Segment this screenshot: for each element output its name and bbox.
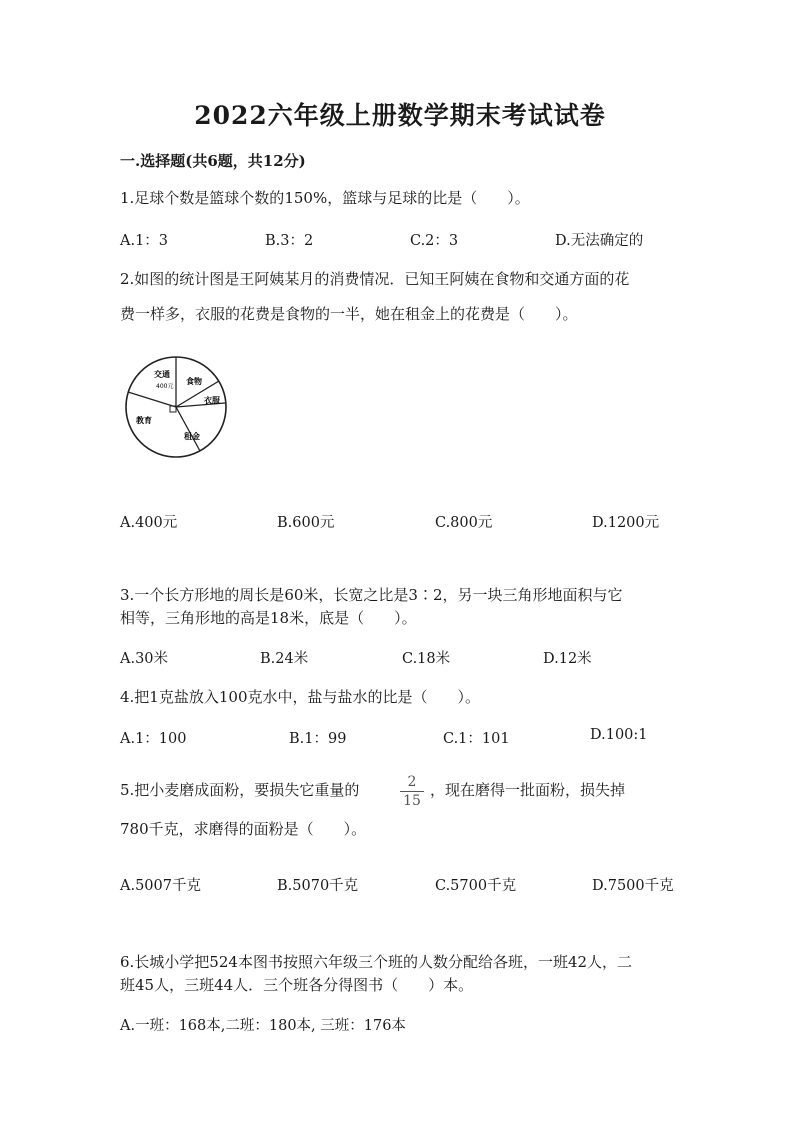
label-food: 食物	[186, 377, 202, 386]
question-5-line-2: 780千克，求磨得的面粉是（ ）。	[120, 820, 367, 838]
page-title: 2022六年级上册数学期末考试试卷	[194, 101, 606, 130]
fraction-denominator: 15	[403, 793, 421, 809]
q2-option-b: B.600元	[277, 515, 335, 531]
q2-option-a: A.400元	[120, 515, 178, 531]
fraction-two-fifteenths	[400, 774, 424, 809]
question-3-line-2: 相等，三角形地的高是18米，底是（ ）。	[120, 609, 417, 627]
question-1-text: 1.足球个数是篮球个数的150%，篮球与足球的比是（ ）。	[120, 189, 530, 207]
label-clothes: 衣服	[204, 396, 220, 405]
label-transport-amount: 400元	[156, 383, 174, 390]
q2-option-c: C.800元	[435, 515, 493, 531]
question-3-line-1: 3.一个长方形地的周长是60米，长宽之比是3∶2，另一块三角形地面积与它	[120, 586, 623, 604]
q3-option-a: A.30米	[120, 651, 169, 667]
fraction-numerator: 2	[407, 774, 417, 790]
q5-option-b: B.5070千克	[277, 878, 359, 894]
label-education: 教育	[136, 416, 152, 425]
fraction-bar	[400, 791, 424, 792]
q1-option-a: A.1：3	[120, 233, 169, 249]
q1-option-d: D.无法确定的	[555, 233, 644, 249]
q4-option-d: D.100:1	[590, 727, 648, 743]
question-6-line-1: 6.长城小学把524本图书按照六年级三个班的人数分配给各班，一班42人，二	[120, 953, 633, 971]
label-rent: 租金	[184, 432, 200, 441]
q1-option-c: C.2：3	[410, 233, 459, 249]
q2-option-d: D.1200元	[592, 515, 660, 531]
section-heading: 一.选择题(共6题，共12分)	[120, 152, 306, 170]
q5-option-a: A.5007千克	[120, 878, 201, 894]
question-2-line-1: 2.如图的统计图是王阿姨某月的消费情况．已知王阿姨在食物和交通方面的花	[120, 270, 630, 288]
q4-option-a: A.1：100	[120, 731, 187, 747]
q6-option-a: A.一班：168本,二班：180本, 三班：176本	[120, 1018, 406, 1034]
question-5-line-1-end: ，现在磨得一批面粉，损失掉	[430, 781, 626, 799]
q4-option-b: B.1：99	[289, 731, 347, 747]
q5-option-c: C.5700千克	[435, 878, 517, 894]
question-4-text: 4.把1克盐放入100克水中，盐与盐水的比是（ ）。	[120, 688, 480, 706]
q5-option-d: D.7500千克	[592, 878, 674, 894]
question-6-line-2: 班45人，三班44人．三个班各分得图书（ ）本。	[120, 976, 474, 994]
question-5-line-1-start: 5.把小麦磨成面粉，要损失它重量的	[120, 781, 360, 799]
q4-option-c: C.1：101	[443, 731, 510, 747]
question-2-line-2: 费一样多，衣服的花费是食物的一半，她在租金上的花费是（ ）。	[120, 305, 578, 323]
q3-option-c: C.18米	[402, 651, 451, 667]
pie-divider-bottom	[176, 407, 200, 451]
pie-chart-figure	[120, 355, 235, 465]
label-transport: 交通	[154, 370, 170, 379]
q1-option-b: B.3：2	[265, 233, 314, 249]
pie-divider-left	[128, 392, 176, 407]
q3-option-b: B.24米	[260, 651, 309, 667]
q3-option-d: D.12米	[543, 651, 592, 667]
